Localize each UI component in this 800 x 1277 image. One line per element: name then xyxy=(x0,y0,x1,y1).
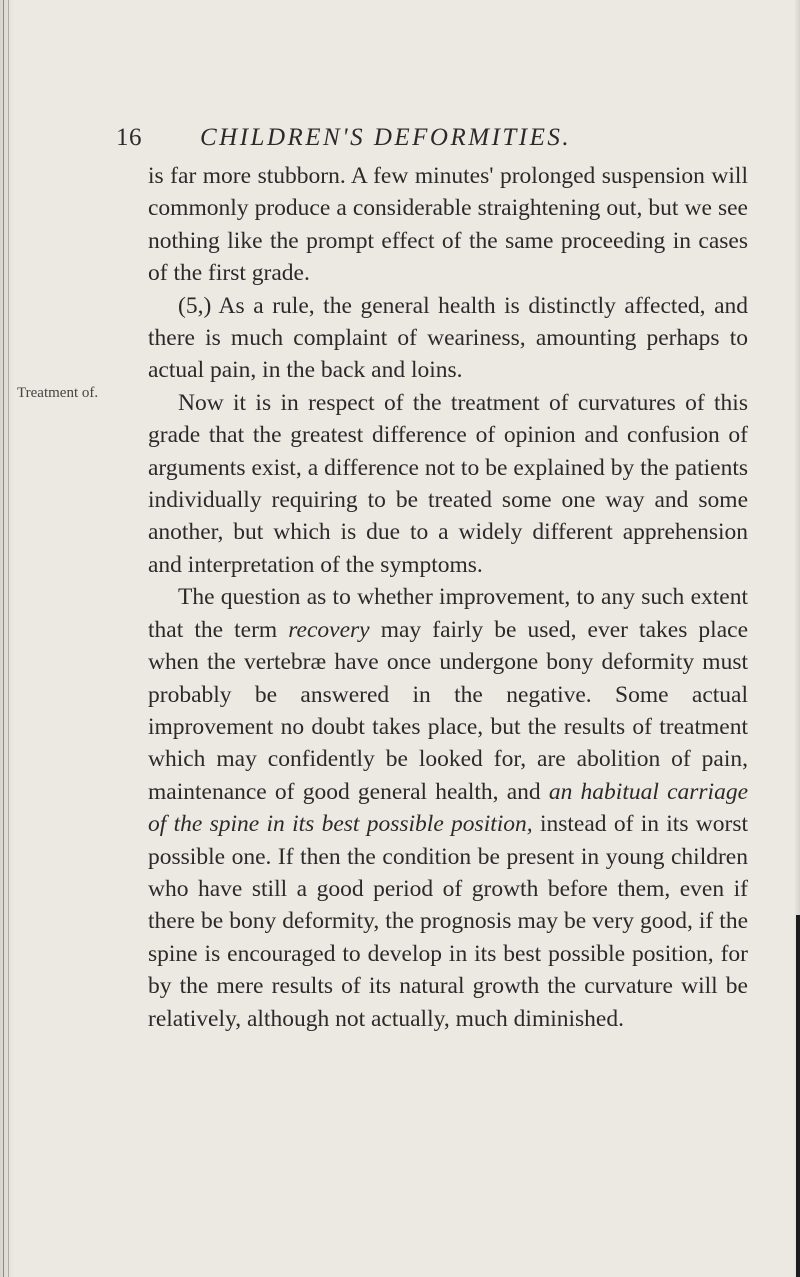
paragraph-4-text-1: The question as to whether improvement, to any such extent that the term xyxy=(148,584,748,643)
page-number: 16 xyxy=(116,124,142,151)
paragraph-4-italic-1: recovery xyxy=(288,616,370,643)
paragraph-4-text-3: instead of in its worst possible one. If then the condition be present in young children who have still a good period of growth before them, even if there be bony deformity, the prognosis may be very good, if the spine is encouraged to develop in its best possible position, for by the mere results of its natural growth the curvature will be relatively, although not actually, much diminished. xyxy=(148,811,748,1032)
scan-edge-mark xyxy=(796,915,800,1277)
paragraph-3: Now it is in respect of the treatment of curvatures of this grade that the greatest difference of opinion and confusion of arguments exist, a difference not to be explained by the patients individually requiring to be treated some one way and some another, but which is due to a widely different apprehension and interpretation of the symptoms. xyxy=(148,389,748,578)
paragraph-4 xyxy=(148,581,748,1035)
paragraph-4-text-2: may fairly be used, ever takes place when the vertebræ have once undergone bony deformity must probably be answered in the negative. Some actual improvement no doubt takes place, but the results of treatment which may confidently be looked for, are abolition of pain, maintenance of good general health, and xyxy=(148,616,748,805)
page-edge-left xyxy=(0,0,14,1277)
page-header xyxy=(116,117,756,157)
running-title: CHILDREN'S DEFORMITIES. xyxy=(200,124,572,151)
paragraph-4-italic-2: an habitual carriage of the spine in its best possible position, xyxy=(148,778,748,838)
paragraph-2: (5,) As a rule, the general health is distinctly affected, and there is much complaint of weariness, amounting perhaps to actual pain, in the back and loins. xyxy=(148,292,748,384)
binding-line xyxy=(8,0,9,1277)
margin-note: Treatment of. xyxy=(17,385,99,401)
binding-line xyxy=(3,0,4,1277)
body-text xyxy=(148,160,748,1035)
paragraph-1: is far more stubborn. A few minutes' prolonged suspension will commonly produce a considerable straightening out, but we see nothing like the prompt effect of the same proceeding in cases of the first grade. xyxy=(148,163,748,287)
